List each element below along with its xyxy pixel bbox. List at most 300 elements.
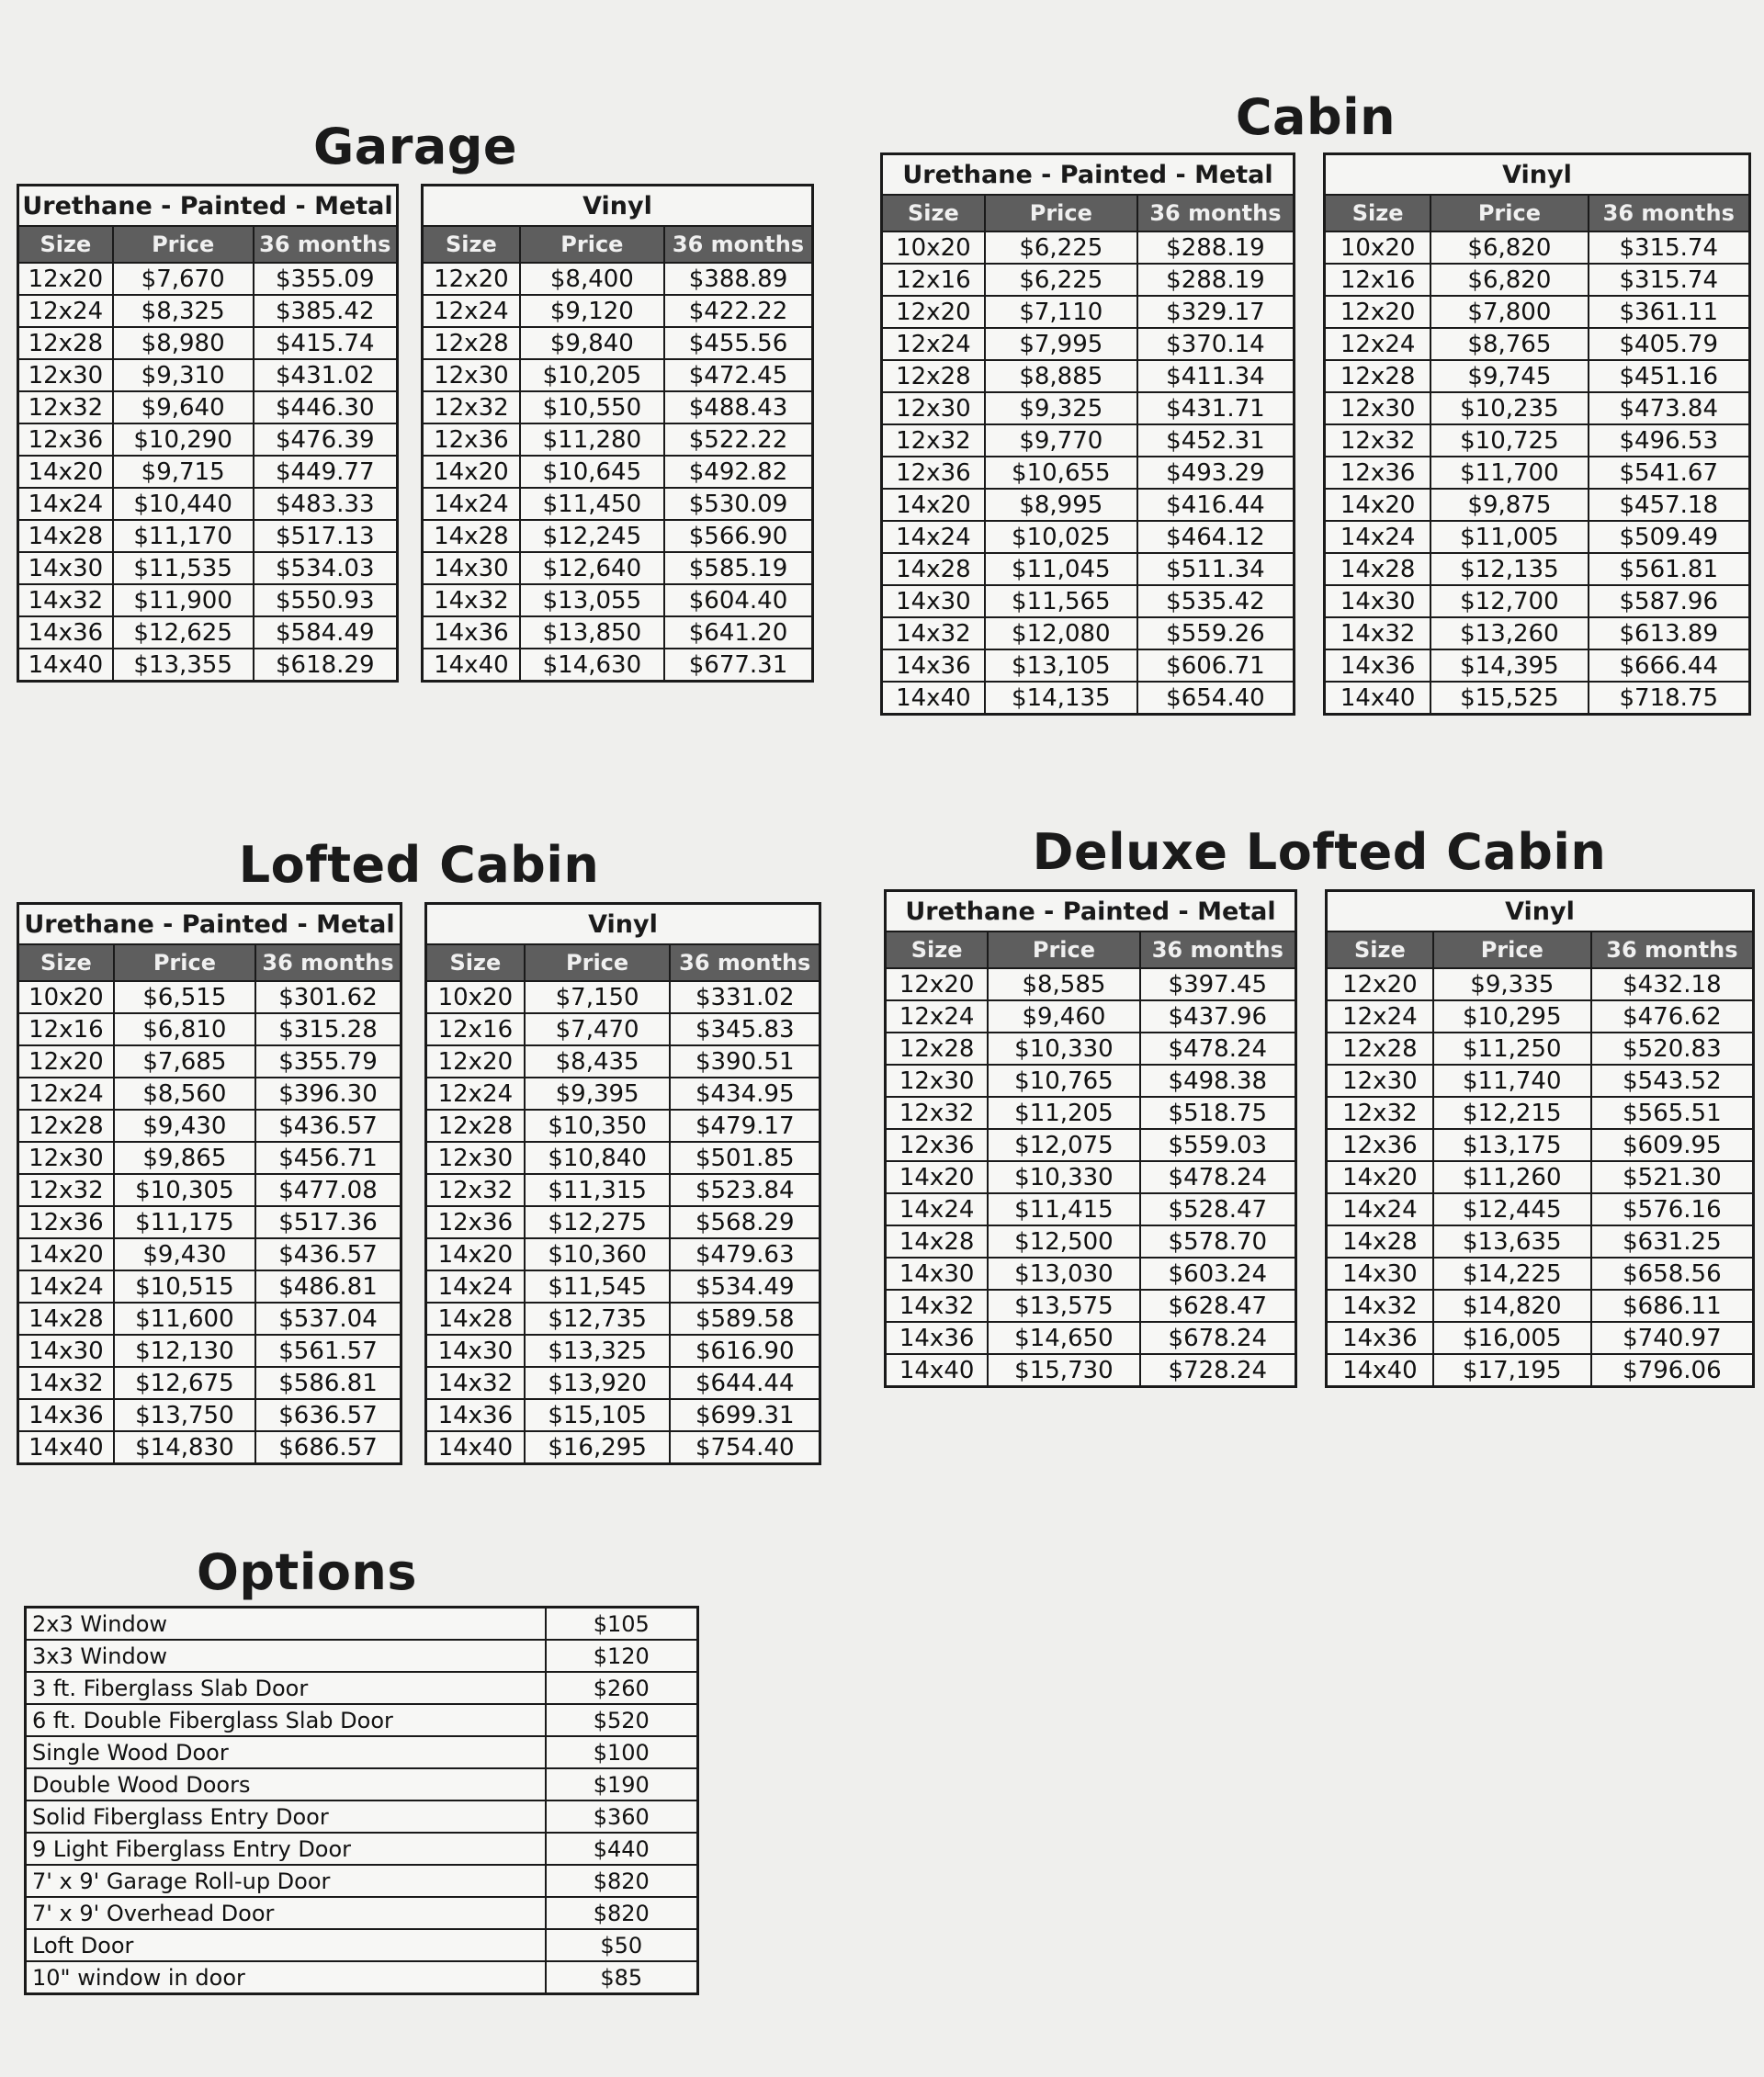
option-name: 6 ft. Double Fiberglass Slab Door [26, 1704, 546, 1736]
price-cell: $9,325 [985, 392, 1137, 424]
size-cell: 14x40 [18, 1431, 114, 1464]
column-header: Size [882, 195, 985, 231]
price-cell: $10,330 [988, 1033, 1139, 1065]
size-cell: 14x20 [882, 489, 985, 521]
price-cell: $11,415 [988, 1193, 1139, 1225]
monthly-cell: $699.31 [670, 1399, 820, 1431]
size-cell: 12x36 [18, 1206, 114, 1238]
size-cell: 14x20 [18, 456, 113, 488]
column-header: Price [520, 226, 664, 263]
price-cell: $12,735 [525, 1303, 671, 1335]
column-header: Size [18, 944, 114, 981]
table-row [18, 359, 398, 391]
table-row [882, 617, 1295, 649]
table-row [1325, 424, 1750, 457]
option-name: 10" window in door [26, 1961, 546, 1994]
size-cell: 14x36 [18, 616, 113, 649]
size-cell: 14x20 [1327, 1161, 1433, 1193]
price-cell: $9,640 [113, 391, 254, 423]
price-cell: $14,395 [1430, 649, 1588, 682]
price-cell: $14,820 [1433, 1290, 1591, 1322]
monthly-cell: $576.16 [1591, 1193, 1754, 1225]
monthly-cell: $397.45 [1140, 968, 1296, 1000]
table-row [1327, 1097, 1754, 1129]
table-row [18, 1335, 401, 1367]
table-row [18, 616, 398, 649]
monthly-cell: $331.02 [670, 981, 820, 1013]
size-cell: 14x40 [423, 649, 520, 682]
table-row [1327, 1129, 1754, 1161]
table-caption: Urethane - Painted - Metal [882, 154, 1295, 196]
monthly-cell: $522.22 [664, 423, 813, 456]
size-cell: 12x30 [1327, 1065, 1433, 1097]
size-cell: 12x32 [423, 391, 520, 423]
price-cell: $13,055 [520, 584, 664, 616]
price-cell: $10,725 [1430, 424, 1588, 457]
option-price: $120 [546, 1640, 698, 1672]
size-cell: 12x36 [426, 1206, 525, 1238]
option-name: 7' x 9' Overhead Door [26, 1897, 546, 1929]
monthly-cell: $561.81 [1589, 553, 1750, 585]
option-price: $360 [546, 1800, 698, 1833]
size-cell: 14x28 [426, 1303, 525, 1335]
size-cell: 10x20 [18, 981, 114, 1013]
option-price: $190 [546, 1768, 698, 1800]
table-row [1325, 617, 1750, 649]
column-header: Price [113, 226, 254, 263]
table-row [882, 424, 1295, 457]
price-cell: $15,105 [525, 1399, 671, 1431]
size-cell: 12x32 [18, 391, 113, 423]
cabin-title: Cabin [1235, 88, 1396, 146]
table-row [1327, 968, 1754, 1000]
size-cell: 14x32 [423, 584, 520, 616]
table-row [18, 423, 398, 456]
size-cell: 12x20 [18, 1045, 114, 1078]
size-cell: 12x16 [18, 1013, 114, 1045]
size-cell: 14x28 [1325, 553, 1431, 585]
monthly-cell: $472.45 [664, 359, 813, 391]
option-price: $820 [546, 1865, 698, 1897]
table-row [426, 1238, 820, 1270]
column-header: Size [426, 944, 525, 981]
price-cell: $15,730 [988, 1354, 1139, 1387]
size-cell: 14x40 [886, 1354, 989, 1387]
table-row [426, 1270, 820, 1303]
monthly-cell: $411.34 [1137, 360, 1295, 392]
option-row [26, 1736, 698, 1768]
monthly-cell: $565.51 [1591, 1097, 1754, 1129]
size-cell: 12x28 [18, 327, 113, 359]
price-cell: $9,460 [988, 1000, 1139, 1033]
size-cell: 14x32 [18, 1367, 114, 1399]
option-name: 3 ft. Fiberglass Slab Door [26, 1672, 546, 1704]
lofted-cabin-section [17, 836, 821, 1479]
size-cell: 12x30 [1325, 392, 1431, 424]
size-cell: 10x20 [426, 981, 525, 1013]
monthly-cell: $586.81 [255, 1367, 401, 1399]
options-title: Options [196, 1543, 418, 1601]
monthly-cell: $431.71 [1137, 392, 1295, 424]
option-row [26, 1672, 698, 1704]
table-row [882, 585, 1295, 617]
price-cell: $13,260 [1430, 617, 1588, 649]
table-row [1327, 1322, 1754, 1354]
price-cell: $8,885 [985, 360, 1137, 392]
option-row [26, 1704, 698, 1736]
monthly-cell: $405.79 [1589, 328, 1750, 360]
price-cell: $7,150 [525, 981, 671, 1013]
size-cell: 14x24 [886, 1193, 989, 1225]
monthly-cell: $796.06 [1591, 1354, 1754, 1387]
monthly-cell: $578.70 [1140, 1225, 1296, 1258]
table-row [423, 391, 813, 423]
price-cell: $11,205 [988, 1097, 1139, 1129]
table-row [882, 328, 1295, 360]
monthly-cell: $457.18 [1589, 489, 1750, 521]
garage-metal-table [17, 184, 399, 683]
table-row [18, 552, 398, 584]
monthly-cell: $686.57 [255, 1431, 401, 1464]
table-row [18, 1142, 401, 1174]
size-cell: 12x36 [1327, 1129, 1433, 1161]
table-row [423, 520, 813, 552]
monthly-cell: $520.83 [1591, 1033, 1754, 1065]
table-row [426, 1335, 820, 1367]
price-cell: $16,295 [525, 1431, 671, 1464]
size-cell: 14x28 [18, 520, 113, 552]
option-name: Double Wood Doors [26, 1768, 546, 1800]
size-cell: 14x36 [1327, 1322, 1433, 1354]
size-cell: 12x20 [18, 263, 113, 295]
price-cell: $12,675 [114, 1367, 255, 1399]
column-header: 36 months [1591, 931, 1754, 968]
size-cell: 12x20 [423, 263, 520, 295]
monthly-cell: $476.39 [254, 423, 398, 456]
garage-tables [17, 184, 814, 683]
price-cell: $12,245 [520, 520, 664, 552]
table-row [18, 295, 398, 327]
monthly-cell: $315.74 [1589, 264, 1750, 296]
table-row [423, 552, 813, 584]
size-cell: 12x24 [1325, 328, 1431, 360]
monthly-cell: $534.03 [254, 552, 398, 584]
table-row [882, 682, 1295, 715]
monthly-cell: $686.11 [1591, 1290, 1754, 1322]
table-row [18, 1174, 401, 1206]
option-row [26, 1640, 698, 1672]
monthly-cell: $644.44 [670, 1367, 820, 1399]
monthly-cell: $488.43 [664, 391, 813, 423]
price-cell: $8,400 [520, 263, 664, 295]
table-row [886, 1129, 1296, 1161]
size-cell: 12x28 [886, 1033, 989, 1065]
column-header: Size [18, 226, 113, 263]
monthly-cell: $543.52 [1591, 1065, 1754, 1097]
price-cell: $13,325 [525, 1335, 671, 1367]
price-cell: $10,295 [1433, 1000, 1591, 1033]
size-cell: 10x20 [1325, 231, 1431, 264]
price-cell: $11,535 [113, 552, 254, 584]
price-cell: $6,810 [114, 1013, 255, 1045]
table-row [1325, 649, 1750, 682]
price-cell: $11,450 [520, 488, 664, 520]
table-row [426, 1142, 820, 1174]
column-header: Size [1327, 931, 1433, 968]
monthly-cell: $528.47 [1140, 1193, 1296, 1225]
price-cell: $11,740 [1433, 1065, 1591, 1097]
monthly-cell: $501.85 [670, 1142, 820, 1174]
size-cell: 14x40 [882, 682, 985, 715]
table-row [18, 1270, 401, 1303]
size-cell: 12x30 [886, 1065, 989, 1097]
price-cell: $10,350 [525, 1110, 671, 1142]
table-caption: Vinyl [1327, 891, 1754, 932]
size-cell: 14x28 [882, 553, 985, 585]
table-row [1325, 392, 1750, 424]
price-cell: $10,205 [520, 359, 664, 391]
deluxe-vinyl-table [1325, 889, 1755, 1388]
table-row [886, 1065, 1296, 1097]
monthly-cell: $422.22 [664, 295, 813, 327]
column-header: Price [1433, 931, 1591, 968]
size-cell: 12x32 [426, 1174, 525, 1206]
price-cell: $9,770 [985, 424, 1137, 457]
price-cell: $10,290 [113, 423, 254, 456]
column-header: Price [1430, 195, 1588, 231]
table-row [423, 616, 813, 649]
price-cell: $11,600 [114, 1303, 255, 1335]
monthly-cell: $718.75 [1589, 682, 1750, 715]
table-row [423, 456, 813, 488]
price-cell: $9,120 [520, 295, 664, 327]
column-header: 36 months [1589, 195, 1750, 231]
cabin-vinyl-table [1323, 152, 1751, 716]
price-cell: $9,840 [520, 327, 664, 359]
price-cell: $9,430 [114, 1238, 255, 1270]
size-cell: 12x24 [882, 328, 985, 360]
price-cell: $13,920 [525, 1367, 671, 1399]
size-cell: 14x30 [1325, 585, 1431, 617]
size-cell: 12x20 [426, 1045, 525, 1078]
price-cell: $12,080 [985, 617, 1137, 649]
size-cell: 14x28 [423, 520, 520, 552]
monthly-cell: $436.57 [255, 1238, 401, 1270]
table-row [426, 1013, 820, 1045]
monthly-cell: $355.79 [255, 1045, 401, 1078]
monthly-cell: $434.95 [670, 1078, 820, 1110]
price-cell: $12,135 [1430, 553, 1588, 585]
table-row [1325, 231, 1750, 264]
price-cell: $12,075 [988, 1129, 1139, 1161]
table-row [423, 295, 813, 327]
size-cell: 12x28 [423, 327, 520, 359]
table-row [882, 231, 1295, 264]
price-cell: $13,105 [985, 649, 1137, 682]
price-cell: $11,005 [1430, 521, 1588, 553]
table-row [18, 1013, 401, 1045]
table-row [18, 1367, 401, 1399]
monthly-cell: $301.62 [255, 981, 401, 1013]
price-cell: $8,765 [1430, 328, 1588, 360]
price-cell: $10,645 [520, 456, 664, 488]
garage-vinyl-table [421, 184, 814, 683]
monthly-cell: $473.84 [1589, 392, 1750, 424]
price-cell: $6,820 [1430, 264, 1588, 296]
monthly-cell: $754.40 [670, 1431, 820, 1464]
table-row [18, 981, 401, 1013]
column-header: Size [886, 931, 989, 968]
size-cell: 14x30 [886, 1258, 989, 1290]
size-cell: 14x36 [18, 1399, 114, 1431]
price-cell: $12,500 [988, 1225, 1139, 1258]
size-cell: 14x30 [18, 552, 113, 584]
price-cell: $13,355 [113, 649, 254, 682]
price-cell: $11,565 [985, 585, 1137, 617]
monthly-cell: $416.44 [1137, 489, 1295, 521]
deluxe-metal-table [884, 889, 1297, 1388]
table-row [882, 457, 1295, 489]
monthly-cell: $609.95 [1591, 1129, 1754, 1161]
size-cell: 12x24 [886, 1000, 989, 1033]
size-cell: 14x24 [426, 1270, 525, 1303]
price-cell: $14,225 [1433, 1258, 1591, 1290]
price-cell: $13,030 [988, 1258, 1139, 1290]
size-cell: 12x24 [1327, 1000, 1433, 1033]
size-cell: 12x28 [882, 360, 985, 392]
monthly-cell: $534.49 [670, 1270, 820, 1303]
table-row [1325, 489, 1750, 521]
table-row [1325, 585, 1750, 617]
monthly-cell: $493.29 [1137, 457, 1295, 489]
price-cell: $12,275 [525, 1206, 671, 1238]
monthly-cell: $396.30 [255, 1078, 401, 1110]
column-header: Price [988, 931, 1139, 968]
table-row [18, 520, 398, 552]
price-cell: $8,585 [988, 968, 1139, 1000]
option-name: 9 Light Fiberglass Entry Door [26, 1833, 546, 1865]
size-cell: 12x36 [882, 457, 985, 489]
price-cell: $14,830 [114, 1431, 255, 1464]
monthly-cell: $431.02 [254, 359, 398, 391]
size-cell: 12x24 [423, 295, 520, 327]
monthly-cell: $550.93 [254, 584, 398, 616]
monthly-cell: $604.40 [664, 584, 813, 616]
monthly-cell: $530.09 [664, 488, 813, 520]
size-cell: 14x40 [1327, 1354, 1433, 1387]
monthly-cell: $537.04 [255, 1303, 401, 1335]
monthly-cell: $315.28 [255, 1013, 401, 1045]
table-row [426, 1431, 820, 1464]
option-row [26, 1929, 698, 1961]
column-header: Size [423, 226, 520, 263]
table-row [882, 296, 1295, 328]
option-price: $520 [546, 1704, 698, 1736]
monthly-cell: $361.11 [1589, 296, 1750, 328]
table-row [882, 489, 1295, 521]
option-price: $820 [546, 1897, 698, 1929]
price-cell: $9,875 [1430, 489, 1588, 521]
table-row [1325, 360, 1750, 392]
size-cell: 12x30 [18, 1142, 114, 1174]
monthly-cell: $587.96 [1589, 585, 1750, 617]
monthly-cell: $518.75 [1140, 1097, 1296, 1129]
table-row [18, 1078, 401, 1110]
option-row [26, 1865, 698, 1897]
table-row [886, 1000, 1296, 1033]
monthly-cell: $511.34 [1137, 553, 1295, 585]
table-row [1327, 1033, 1754, 1065]
column-header: 36 months [1137, 195, 1295, 231]
table-row [423, 423, 813, 456]
size-cell: 12x30 [426, 1142, 525, 1174]
monthly-cell: $483.33 [254, 488, 398, 520]
table-row [1327, 1258, 1754, 1290]
size-cell: 14x40 [426, 1431, 525, 1464]
price-cell: $9,335 [1433, 968, 1591, 1000]
price-cell: $13,635 [1433, 1225, 1591, 1258]
price-cell: $10,235 [1430, 392, 1588, 424]
price-cell: $9,310 [113, 359, 254, 391]
size-cell: 12x36 [18, 423, 113, 456]
monthly-cell: $728.24 [1140, 1354, 1296, 1387]
price-cell: $14,650 [988, 1322, 1139, 1354]
option-price: $260 [546, 1672, 698, 1704]
size-cell: 14x30 [18, 1335, 114, 1367]
price-cell: $13,575 [988, 1290, 1139, 1322]
size-cell: 14x30 [1327, 1258, 1433, 1290]
monthly-cell: $436.57 [255, 1110, 401, 1142]
table-row [18, 1399, 401, 1431]
size-cell: 12x36 [886, 1129, 989, 1161]
monthly-cell: $355.09 [254, 263, 398, 295]
size-cell: 10x20 [882, 231, 985, 264]
size-cell: 14x24 [1325, 521, 1431, 553]
size-cell: 14x32 [882, 617, 985, 649]
size-cell: 14x36 [423, 616, 520, 649]
price-cell: $17,195 [1433, 1354, 1591, 1387]
size-cell: 14x32 [18, 584, 113, 616]
table-caption: Vinyl [426, 904, 820, 945]
price-cell: $9,745 [1430, 360, 1588, 392]
monthly-cell: $666.44 [1589, 649, 1750, 682]
monthly-cell: $446.30 [254, 391, 398, 423]
table-row [1325, 296, 1750, 328]
size-cell: 14x28 [18, 1303, 114, 1335]
monthly-cell: $496.53 [1589, 424, 1750, 457]
price-cell: $8,980 [113, 327, 254, 359]
column-header: 36 months [255, 944, 401, 981]
cabin-section [880, 88, 1751, 759]
price-cell: $10,550 [520, 391, 664, 423]
option-name: Loft Door [26, 1929, 546, 1961]
price-cell: $9,865 [114, 1142, 255, 1174]
size-cell: 14x30 [423, 552, 520, 584]
price-cell: $12,700 [1430, 585, 1588, 617]
price-cell: $11,280 [520, 423, 664, 456]
monthly-cell: $455.56 [664, 327, 813, 359]
table-row [1325, 521, 1750, 553]
monthly-cell: $288.19 [1137, 264, 1295, 296]
price-cell: $7,110 [985, 296, 1137, 328]
size-cell: 14x30 [426, 1335, 525, 1367]
price-cell: $7,685 [114, 1045, 255, 1078]
table-row [882, 553, 1295, 585]
monthly-cell: $618.29 [254, 649, 398, 682]
size-cell: 14x24 [1327, 1193, 1433, 1225]
price-cell: $6,515 [114, 981, 255, 1013]
size-cell: 14x32 [886, 1290, 989, 1322]
